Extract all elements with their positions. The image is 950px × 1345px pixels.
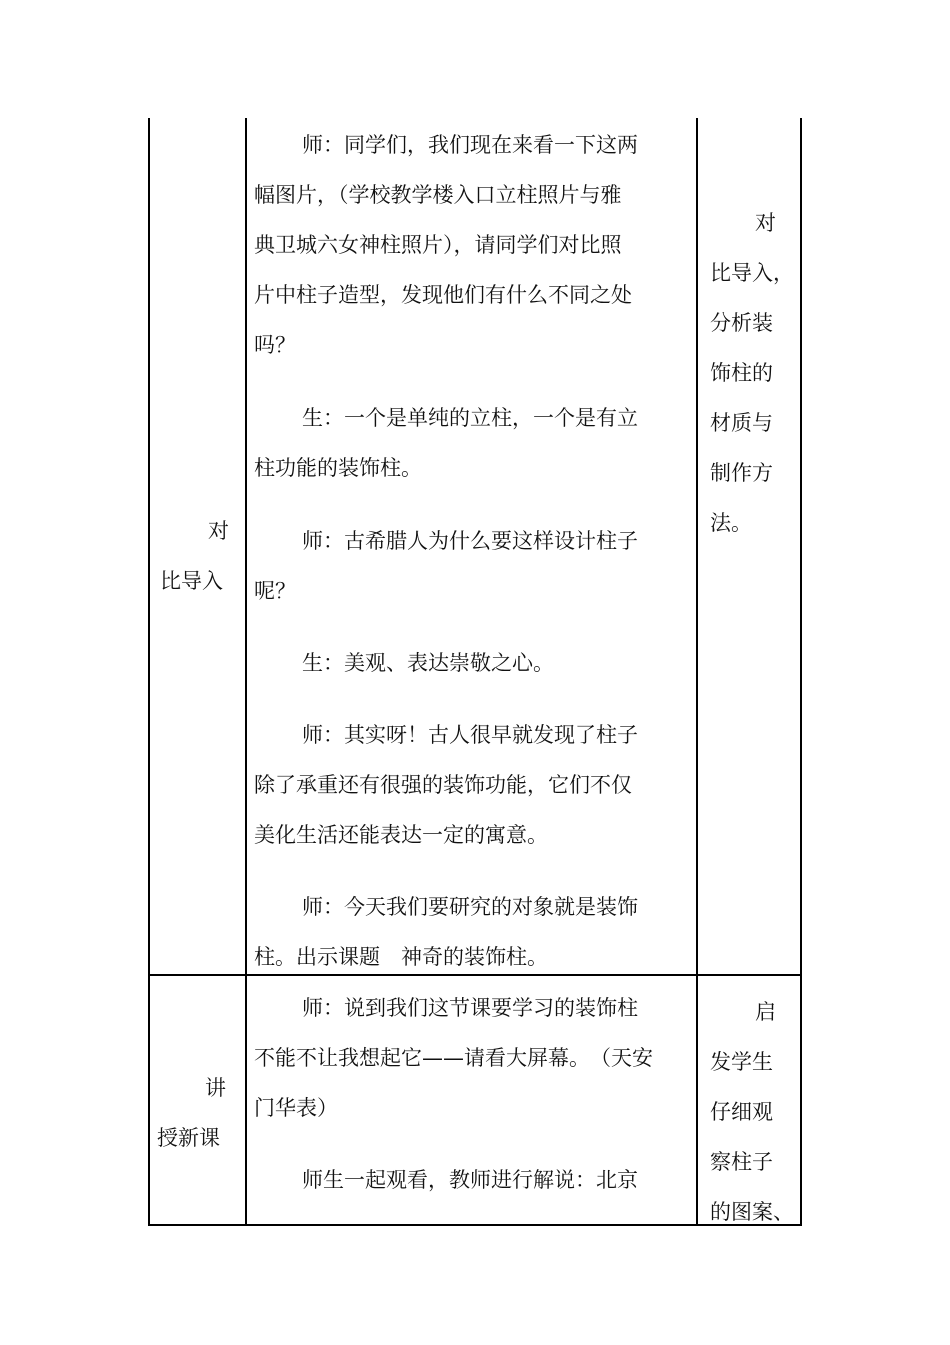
row1-paragraph-5 xyxy=(254,723,694,873)
stage-line: 讲 xyxy=(205,1076,226,1100)
intent-line: 仔细观 xyxy=(710,1100,773,1124)
text-line: 师：说到我们这节课要学习的装饰柱 xyxy=(302,996,638,1020)
intent-line: 饰柱的 xyxy=(710,361,773,385)
text-line: 生：一个是单纯的立柱，一个是有立 xyxy=(302,406,638,430)
text-line: 门华表） xyxy=(254,1096,338,1120)
table-border-right xyxy=(800,118,802,1226)
text-line: 幅图片，（学校教学楼入口立柱照片与雅 xyxy=(254,183,622,207)
text-line: 吗？ xyxy=(254,333,296,357)
row1-intent xyxy=(700,207,800,557)
text-line: 师：古希腊人为什么要这样设计柱子 xyxy=(302,529,638,553)
row1-stage xyxy=(150,515,245,615)
intent-line: 对 xyxy=(755,211,776,235)
intent-line: 察柱子 xyxy=(710,1150,773,1174)
stage-line: 对 xyxy=(208,519,229,543)
intent-line: 分析装 xyxy=(710,311,773,335)
text-line: 美化生活还能表达一定的寓意。 xyxy=(254,823,548,847)
intent-line: 比导入， xyxy=(710,261,794,285)
table-divider-2 xyxy=(696,118,698,1226)
intent-line: 启 xyxy=(755,1000,776,1024)
text-line: 呢？ xyxy=(254,579,296,603)
text-line: 师：今天我们要研究的对象就是装饰 xyxy=(302,895,638,919)
intent-line: 的图案、 xyxy=(710,1200,794,1224)
text-line: 典卫城六女神柱照片），请同学们对比照 xyxy=(254,233,622,257)
text-line: 师生一起观看，教师进行解说：北京 xyxy=(302,1168,638,1192)
row2-paragraph-1 xyxy=(254,996,694,1146)
intent-line: 法。 xyxy=(710,511,752,535)
row2-paragraph-2 xyxy=(254,1168,694,1218)
row1-paragraph-4 xyxy=(254,651,694,701)
stage-line: 比导入 xyxy=(160,569,223,593)
row2-stage xyxy=(150,1072,245,1172)
stage-line: 授新课 xyxy=(157,1126,220,1150)
table-border-left xyxy=(148,118,150,1226)
row1-paragraph-2 xyxy=(254,406,694,506)
text-line: 柱功能的装饰柱。 xyxy=(254,456,422,480)
row1-paragraph-3 xyxy=(254,529,694,629)
intent-line: 制作方 xyxy=(710,461,773,485)
text-line: 除了承重还有很强的装饰功能，它们不仅 xyxy=(254,773,632,797)
text-line: 片中柱子造型，发现他们有什么不同之处 xyxy=(254,283,632,307)
text-line: 柱。出示课题 神奇的装饰柱。 xyxy=(254,945,548,969)
text-line: 生：美观、表达崇敬之心。 xyxy=(302,651,554,675)
intent-line: 材质与 xyxy=(710,411,773,435)
row1-paragraph-6 xyxy=(254,895,694,995)
text-line: 师：其实呀！古人很早就发现了柱子 xyxy=(302,723,638,747)
text-line: 师：同学们，我们现在来看一下这两 xyxy=(302,133,638,157)
intent-line: 发学生 xyxy=(710,1050,773,1074)
table-divider-1 xyxy=(245,118,247,1226)
row2-intent xyxy=(700,996,800,1246)
text-line: 不能不让我想起它——请看大屏幕。 （天安 xyxy=(254,1046,653,1070)
row1-paragraph-1 xyxy=(254,133,694,383)
